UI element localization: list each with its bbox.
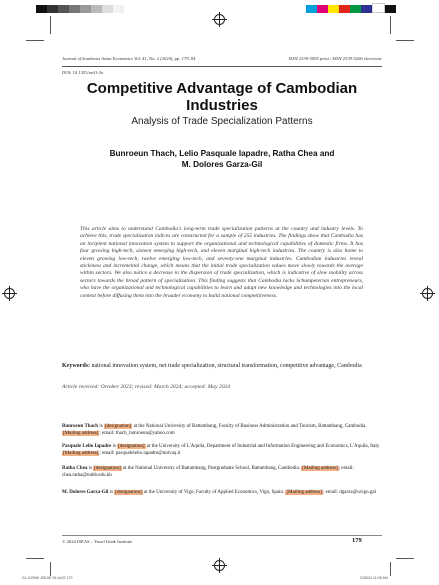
authors-line-2: M. Dolores Garza-Gil <box>181 160 263 169</box>
affiliation-text: is <box>87 466 94 471</box>
registration-mark-top <box>214 14 225 25</box>
registration-mark-right <box>422 288 433 299</box>
designation-placeholder: [designation] <box>115 490 142 495</box>
trim-mark <box>390 562 391 576</box>
author-list <box>62 148 382 170</box>
author-name: Ratha Chea <box>62 466 88 471</box>
affiliation-text: is <box>108 490 115 495</box>
header-rule <box>62 66 382 67</box>
affiliation-iapadre <box>62 444 382 457</box>
email-text: ; email: pasqualelelio.iapadre@univaq.it <box>99 450 181 456</box>
registration-mark-left <box>4 288 15 299</box>
affiliation-text: is <box>111 444 118 449</box>
mailing-address-placeholder: [Mailing address] <box>63 450 99 456</box>
trim-mark <box>50 562 51 576</box>
abstract: This article aims to understand Cambodia's long-term trade specialization patterns at the country and industry levels. To achieve this, trade specialization indices are constructed for a sample of 255 industries. The findings show that Cambodia has an incipient national innovation system to support the organizational and technological capabilities of domestic firms. It has four growing high-tech, sixteen emerging high-tech, and eleven marginal high-tech industries. The country is also home to eleven growing low-tech, twelve emerging low-tech, and seventy-one marginal industries. Cambodian industries reveal stickiness and incremental change, which means that the initial trade specialization values move slowly towards the average within sectors. We also notice a decrease in the dispersion of trade specialization, which is indicative of slow mobility across sectors towards the broad pattern of specialization. This finding suggests that Cambodia lacks Schumpeterian entrepreneurs, who have the organizational and technological capabilities to learn and adapt new knowledge and technologies into the local context before diffusing them into the broader economy to build national competitiveness. <box>80 226 363 299</box>
affiliation-text: at the National University of Battambang, Postgraduate School, Battambang, Cambodia. <box>121 466 302 471</box>
running-header <box>62 56 382 61</box>
affiliation-text: is <box>98 424 104 429</box>
article-title: Competitive Advantage of Cambodian Industries <box>86 80 358 114</box>
trim-mark <box>26 558 44 559</box>
trim-mark <box>396 40 414 41</box>
designation-placeholder: [designation] <box>118 444 145 449</box>
article-subtitle: Analysis of Trade Specialization Patterns <box>131 116 313 127</box>
print-timestamp: 2/08/24 11:05 AM <box>360 576 388 580</box>
footer-rule <box>62 535 382 536</box>
copyright: © 2024 ISEAS – Yusof Ishak Institute <box>62 539 133 544</box>
trim-mark <box>50 16 51 34</box>
trim-mark <box>390 16 391 34</box>
authors-line-1: Bunroeun Thach, Lelio Pasquale Iapadre, Ratha Chea and <box>109 149 335 158</box>
affiliation-text: at the University of L'Aquila, Department of Industrial and Information Engineering and Economics, L'Aquila, Italy. <box>145 444 381 449</box>
affiliation-text: at the University of Vigo, Faculty of Applied Economics, Vigo, Spain. <box>142 490 286 495</box>
affiliation-chea <box>62 466 382 479</box>
mailing-address-placeholder: [Mailing address] <box>63 430 99 436</box>
email-text: ; email: thach_bunroeun@yahoo.com <box>99 430 175 436</box>
trim-mark <box>396 558 414 559</box>
received-dates: Article received: October 2023; revised: March 2024; accepted: May 2024 <box>62 384 231 390</box>
author-name: Bunroeun Thach <box>62 424 99 429</box>
color-bar-cmyk <box>306 0 396 8</box>
author-name: Pasquale Lelio Iapadre <box>62 444 112 449</box>
print-slug: 24-J10598 JSEAE 05-1e02 179 <box>22 576 73 580</box>
designation-placeholder: [designation] <box>104 424 132 429</box>
color-bar-grayscale <box>36 0 124 8</box>
author-name: M. Dolores Garza-Gil <box>62 490 109 495</box>
affiliation-thach <box>62 424 382 437</box>
doi: DOI: 10.1355/ae41-2e <box>62 70 104 75</box>
designation-placeholder: [designation] <box>94 466 121 471</box>
trim-mark <box>26 40 44 41</box>
email-text: ; email: dgarza@uvigo.gal <box>322 490 376 495</box>
mailing-address-placeholder: [Mailing address] <box>286 490 322 495</box>
affiliation-text: at the National University of Battambang, Faculty of Business Administration and Tourism, Battambang, Cambodia. <box>132 424 367 429</box>
email-text: ; email: chea.ratha@nubb.edu.kh <box>62 466 354 478</box>
keywords-text: national innovation system, net trade specialization, structural transformation, competitive advantage, Cambodia <box>91 363 362 369</box>
keywords <box>62 362 382 370</box>
page-number: 179 <box>352 537 362 544</box>
keywords-label: Keywords: <box>62 363 90 369</box>
mailing-address-placeholder: [Mailing address] <box>302 466 338 471</box>
registration-mark-bottom <box>214 560 225 571</box>
affiliation-garza-gil <box>62 490 382 497</box>
issn: ISSN 2339-5095 print / ISSN 2339-5206 electronic <box>288 56 382 61</box>
journal-citation: Journal of Southeast Asian Economics Vol. 41, No. 2 (2024), pp. 179–94 <box>62 56 196 61</box>
